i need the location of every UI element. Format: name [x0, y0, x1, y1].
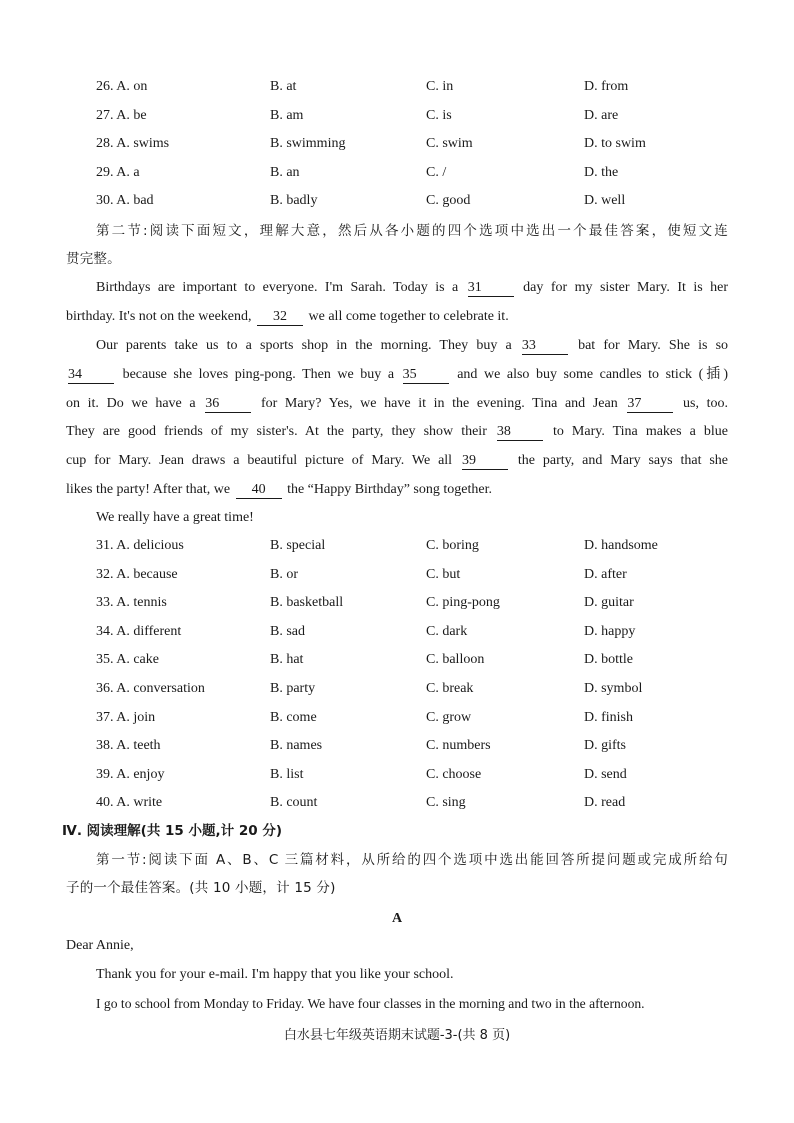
passage-label-A: A: [391, 911, 403, 926]
option-d[interactable]: D. finish: [584, 709, 633, 725]
option-b[interactable]: B. at: [270, 79, 297, 94]
option-b[interactable]: B. count: [270, 795, 318, 811]
section2-instruction-line1: 第二节:阅读下面短文，理解大意，然后从各小题的四个选项中选出一个最佳答案，使短文连: [96, 223, 728, 239]
option-a[interactable]: 29. A. a: [96, 164, 140, 180]
option-c[interactable]: C. break: [426, 681, 474, 696]
option-b[interactable]: B. swimming: [270, 136, 346, 151]
option-c[interactable]: C. /: [426, 164, 447, 180]
option-row: [96, 735, 736, 757]
option-a[interactable]: 30. A. bad: [96, 193, 154, 208]
section4-title: Ⅳ. 阅读理解(共 15 小题,计 20 分): [62, 823, 283, 839]
passage-text: to Mary. Tina makes a blue: [552, 424, 728, 439]
option-b[interactable]: B. hat: [270, 652, 304, 668]
option-row: [96, 162, 736, 184]
option-c[interactable]: C. in: [426, 79, 454, 94]
blank-36[interactable]: 36: [205, 396, 251, 413]
option-a[interactable]: 36. A. conversation: [96, 681, 205, 696]
option-c[interactable]: C. balloon: [426, 652, 485, 668]
option-c[interactable]: C. grow: [426, 709, 472, 725]
blank-35[interactable]: 35: [403, 367, 449, 384]
passage-text: likes the party! After that, we: [66, 482, 231, 497]
option-b[interactable]: B. come: [270, 709, 317, 725]
option-a[interactable]: 38. A. teeth: [96, 738, 161, 754]
option-c[interactable]: C. but: [426, 566, 461, 582]
option-b[interactable]: B. special: [270, 538, 326, 553]
option-a[interactable]: 34. A. different: [96, 623, 182, 639]
option-a[interactable]: 26. A. on: [96, 79, 148, 94]
option-d[interactable]: D. send: [584, 766, 627, 782]
option-row: [96, 792, 736, 814]
passage-text: us, too.: [683, 396, 729, 411]
option-row: [96, 190, 736, 212]
option-row: [96, 535, 736, 557]
option-b[interactable]: B. basketball: [270, 595, 344, 611]
passage-line: [66, 479, 728, 501]
passage-text: birthday. It's not on the weekend,: [66, 309, 252, 324]
passage-text: They are good friends of my sister's. At the party, they show their: [66, 424, 487, 439]
blank-33[interactable]: 33: [522, 338, 568, 355]
option-d[interactable]: D. after: [584, 566, 627, 582]
option-row: [96, 621, 736, 643]
option-d[interactable]: D. to swim: [584, 136, 646, 151]
passage-text: and we also buy some candles to stick (插): [457, 367, 729, 382]
option-d[interactable]: D. happy: [584, 623, 636, 639]
option-b[interactable]: B. sad: [270, 623, 305, 639]
passage-line: [66, 364, 728, 386]
option-b[interactable]: B. names: [270, 738, 323, 754]
passage-line: [96, 335, 728, 357]
blank-40[interactable]: 40: [236, 482, 282, 499]
section4-instruction-line1: 第一节:阅读下面 A、B、C 三篇材料，从所给的四个选项中选出能回答所提问题或完成所给句: [96, 852, 728, 868]
passage-line: [66, 306, 728, 328]
option-d[interactable]: D. handsome: [584, 538, 658, 553]
section2-instruction-line2: 贯完整。: [66, 251, 121, 267]
option-d[interactable]: D. bottle: [584, 652, 633, 668]
option-row: [96, 592, 736, 614]
passage-text: we all come together to celebrate it.: [308, 309, 509, 324]
option-row: [96, 678, 736, 700]
option-row: [96, 764, 736, 786]
passage-text: because she loves ping-pong. Then we buy a: [122, 367, 395, 382]
option-b[interactable]: B. badly: [270, 193, 318, 208]
blank-31[interactable]: 31: [468, 280, 514, 297]
option-b[interactable]: B. an: [270, 164, 300, 180]
letter-greeting: Dear Annie,: [66, 938, 134, 953]
option-d[interactable]: D. guitar: [584, 595, 634, 611]
passage-line: [96, 277, 728, 299]
passage-line: We really have a great time!: [96, 510, 254, 525]
option-d[interactable]: D. the: [584, 164, 619, 180]
passage-text: on it. Do we have a: [66, 396, 196, 411]
option-row: [96, 133, 736, 155]
option-d[interactable]: D. gifts: [584, 738, 626, 754]
option-b[interactable]: B. list: [270, 766, 304, 782]
passage-line: [66, 393, 728, 415]
option-c[interactable]: C. sing: [426, 795, 466, 811]
option-c[interactable]: C. choose: [426, 766, 482, 782]
passage-line: [66, 450, 728, 472]
blank-39[interactable]: 39: [462, 453, 508, 470]
passage-text: day for my sister Mary. It is her: [523, 280, 728, 295]
option-c[interactable]: C. dark: [426, 623, 468, 639]
option-a[interactable]: 37. A. join: [96, 709, 156, 725]
option-a[interactable]: 28. A. swims: [96, 136, 170, 151]
option-c[interactable]: C. good: [426, 193, 471, 208]
passage-line: [66, 421, 728, 443]
option-b[interactable]: B. or: [270, 566, 298, 582]
passage-text: bat for Mary. She is so: [578, 338, 729, 353]
option-d[interactable]: D. are: [584, 107, 619, 123]
passage-text: cup for Mary. Jean draws a beautiful picture of Mary. We all: [66, 453, 453, 468]
passage-text: for Mary? Yes, we have it in the evening. Tina and Jean: [260, 396, 618, 411]
option-row: [96, 76, 736, 98]
option-c[interactable]: C. boring: [426, 538, 479, 553]
option-b[interactable]: B. party: [270, 681, 316, 696]
option-row: [96, 564, 736, 586]
passage-text: the “Happy Birthday” song together.: [287, 482, 492, 497]
option-row: [96, 105, 736, 127]
blank-34[interactable]: 34: [68, 367, 114, 384]
letter-line: I go to school from Monday to Friday. We have four classes in the morning and two in the afternoon.: [96, 996, 645, 1011]
option-d[interactable]: D. read: [584, 795, 626, 811]
blank-32[interactable]: 32: [257, 309, 303, 326]
blank-38[interactable]: 38: [497, 424, 543, 441]
option-a[interactable]: 35. A. cake: [96, 652, 159, 668]
option-d[interactable]: D. well: [584, 193, 626, 208]
option-row: [96, 649, 736, 671]
option-c[interactable]: C. ping-pong: [426, 595, 500, 611]
option-row: [96, 707, 736, 729]
blank-37[interactable]: 37: [627, 396, 673, 413]
option-c[interactable]: C. is: [426, 107, 452, 123]
option-a[interactable]: 39. A. enjoy: [96, 766, 165, 782]
option-a[interactable]: 32. A. because: [96, 566, 178, 582]
option-d[interactable]: D. from: [584, 79, 629, 94]
option-c[interactable]: C. numbers: [426, 738, 491, 754]
option-d[interactable]: D. symbol: [584, 681, 643, 696]
passage-text: Our parents take us to a sports shop in the morning. They buy a: [96, 338, 512, 353]
passage-text: Birthdays are important to everyone. I'm Sarah. Today is a: [96, 280, 459, 295]
section4-instruction-line2: 子的一个最佳答案。(共 10 小题，计 15 分): [66, 880, 336, 896]
letter-line: Thank you for your e-mail. I'm happy that you like your school.: [96, 967, 454, 982]
option-b[interactable]: B. am: [270, 107, 304, 123]
option-c[interactable]: C. swim: [426, 136, 473, 151]
passage-text: the party, and Mary says that she: [517, 453, 729, 468]
option-a[interactable]: 33. A. tennis: [96, 595, 167, 611]
option-a[interactable]: 31. A. delicious: [96, 538, 184, 553]
option-a[interactable]: 40. A. write: [96, 795, 163, 811]
page-footer: 白水县七年级英语期末试题-3-(共 8 页): [283, 1028, 511, 1043]
option-a[interactable]: 27. A. be: [96, 107, 147, 123]
